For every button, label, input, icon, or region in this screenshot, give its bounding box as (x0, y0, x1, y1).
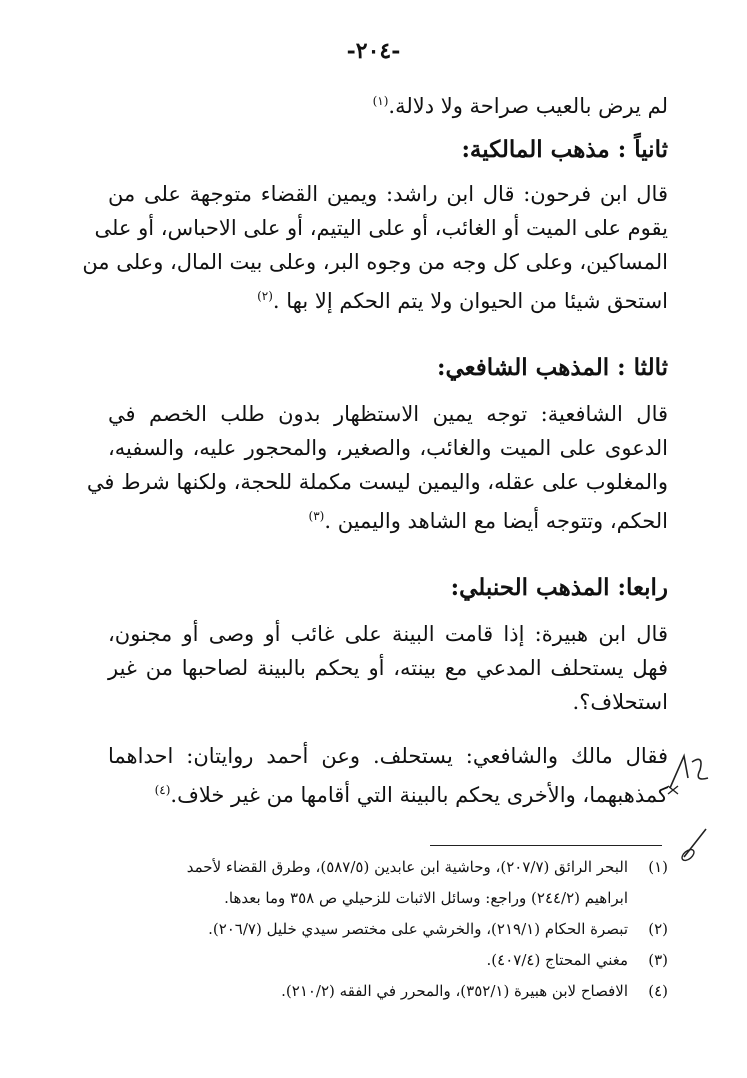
footnote-3: (٣)مغني المحتاج (٤٠٧/٤). (108, 945, 668, 976)
maliki-section (108, 130, 668, 170)
hanbali-section (108, 568, 668, 608)
page-number: -٢٠٤- (346, 38, 401, 64)
footnote-2: (٢)تبصرة الحكام (٢١٩/١)، والخرشي على مختصر سيدي خليل (٢٠٦/٧). (108, 914, 668, 945)
footnote-1: (١)البحر الرائق (٢٠٧/٧)، وحاشية ابن عابدين (٥٨٧/٥)، وطرق القضاء لأحمد (108, 852, 668, 883)
shafii-section (108, 348, 668, 388)
intro-block (108, 84, 668, 123)
footnote-ref-2: (٢) (257, 289, 273, 303)
shafii-line-2: الدعوى على الميت والغائب، والصغير، والمحجور عليه، والسفيه، (108, 436, 668, 460)
shafii-paragraph (86, 397, 668, 538)
footnote-number: (٣) (648, 951, 668, 969)
footnote-ref-3: (٣) (308, 509, 325, 523)
shafii-line-4: الحكم، وتتوجه أيضا مع الشاهد واليمين .$^{(٣)}$ (308, 509, 668, 533)
footnote-4: (٤)الافصاح لابن هبيرة (٣٥٢/١)، والمحرر في الفقه (٢١٠/٢). (108, 976, 668, 1007)
footnote-divider (430, 845, 662, 846)
hanbali-p2-line-2: كمذهبهما، والأخرى يحكم بالبينة التي أقامها من غير خلاف.$^{(٤)}$ (154, 783, 668, 807)
hanbali-line-3: استحلاف؟. (572, 690, 668, 714)
hanbali-line-1: قال ابن هبيرة: إذا قامت البينة على غائب أو وصى أو مجنون، (108, 622, 668, 646)
footnote-ref-1: (١) (372, 94, 389, 108)
footnote-number: (٤) (648, 982, 668, 1000)
footnote-number: (٢) (648, 920, 668, 938)
hanbali-heading: رابعا: المذهب الحنبلي: (450, 574, 668, 601)
footnotes (108, 852, 668, 1007)
footnote-1-continuation: ابراهيم (٢٤٤/٢) وراجع: وسائل الاثبات للزحيلي ص ٣٥٨ وما بعدها. (224, 889, 628, 907)
shafii-heading: ثالثا : المذهب الشافعي: (436, 354, 668, 381)
maliki-line-4: استحق شيئا من الحيوان ولا يتم الحكم إلا بها .$^{(٢)}$ (257, 289, 668, 313)
intro-line: لم يرض بالعيب صراحة ولا دلالة.$^{(١)}$ (372, 94, 668, 118)
footnote-number: (١) (648, 858, 668, 876)
footnote-ref-4: (٤) (154, 783, 171, 797)
maliki-line-1: قال ابن فرحون: قال ابن راشد: ويمين القضاء متوجهة على من (108, 182, 668, 206)
maliki-heading: ثانياً : مذهب المالكية: (461, 136, 668, 163)
shafii-line-1: قال الشافعية: توجه يمين الاستظهار بدون طلب الخصم في (108, 402, 668, 426)
maliki-paragraph (82, 177, 668, 318)
maliki-line-3: المساكين، وعلى كل وجه من وجوه البر، وعلى بيت المال، وعلى من (82, 250, 668, 274)
hanbali-paragraph-2 (108, 739, 668, 812)
hanbali-p2-line-1: فقال مالك والشافعي: يستحلف. وعن أحمد روايتان: احداهما (108, 744, 668, 768)
shafii-line-3: والمغلوب على عقله، واليمين ليست مكملة للحجة، ولكنها شرط في (86, 470, 668, 494)
handwritten-margin-mark (664, 748, 714, 798)
maliki-line-2: يقوم على الميت أو الغائب، أو على اليتيم، أو على الاحباس، أو على (94, 216, 668, 240)
hanbali-line-2: فهل يستحلف المدعي مع بينته، أو يحكم بالبينة لصاحبها من غير (108, 656, 668, 680)
hanbali-paragraph-1 (108, 617, 668, 719)
handwritten-pen-mark (676, 825, 712, 865)
